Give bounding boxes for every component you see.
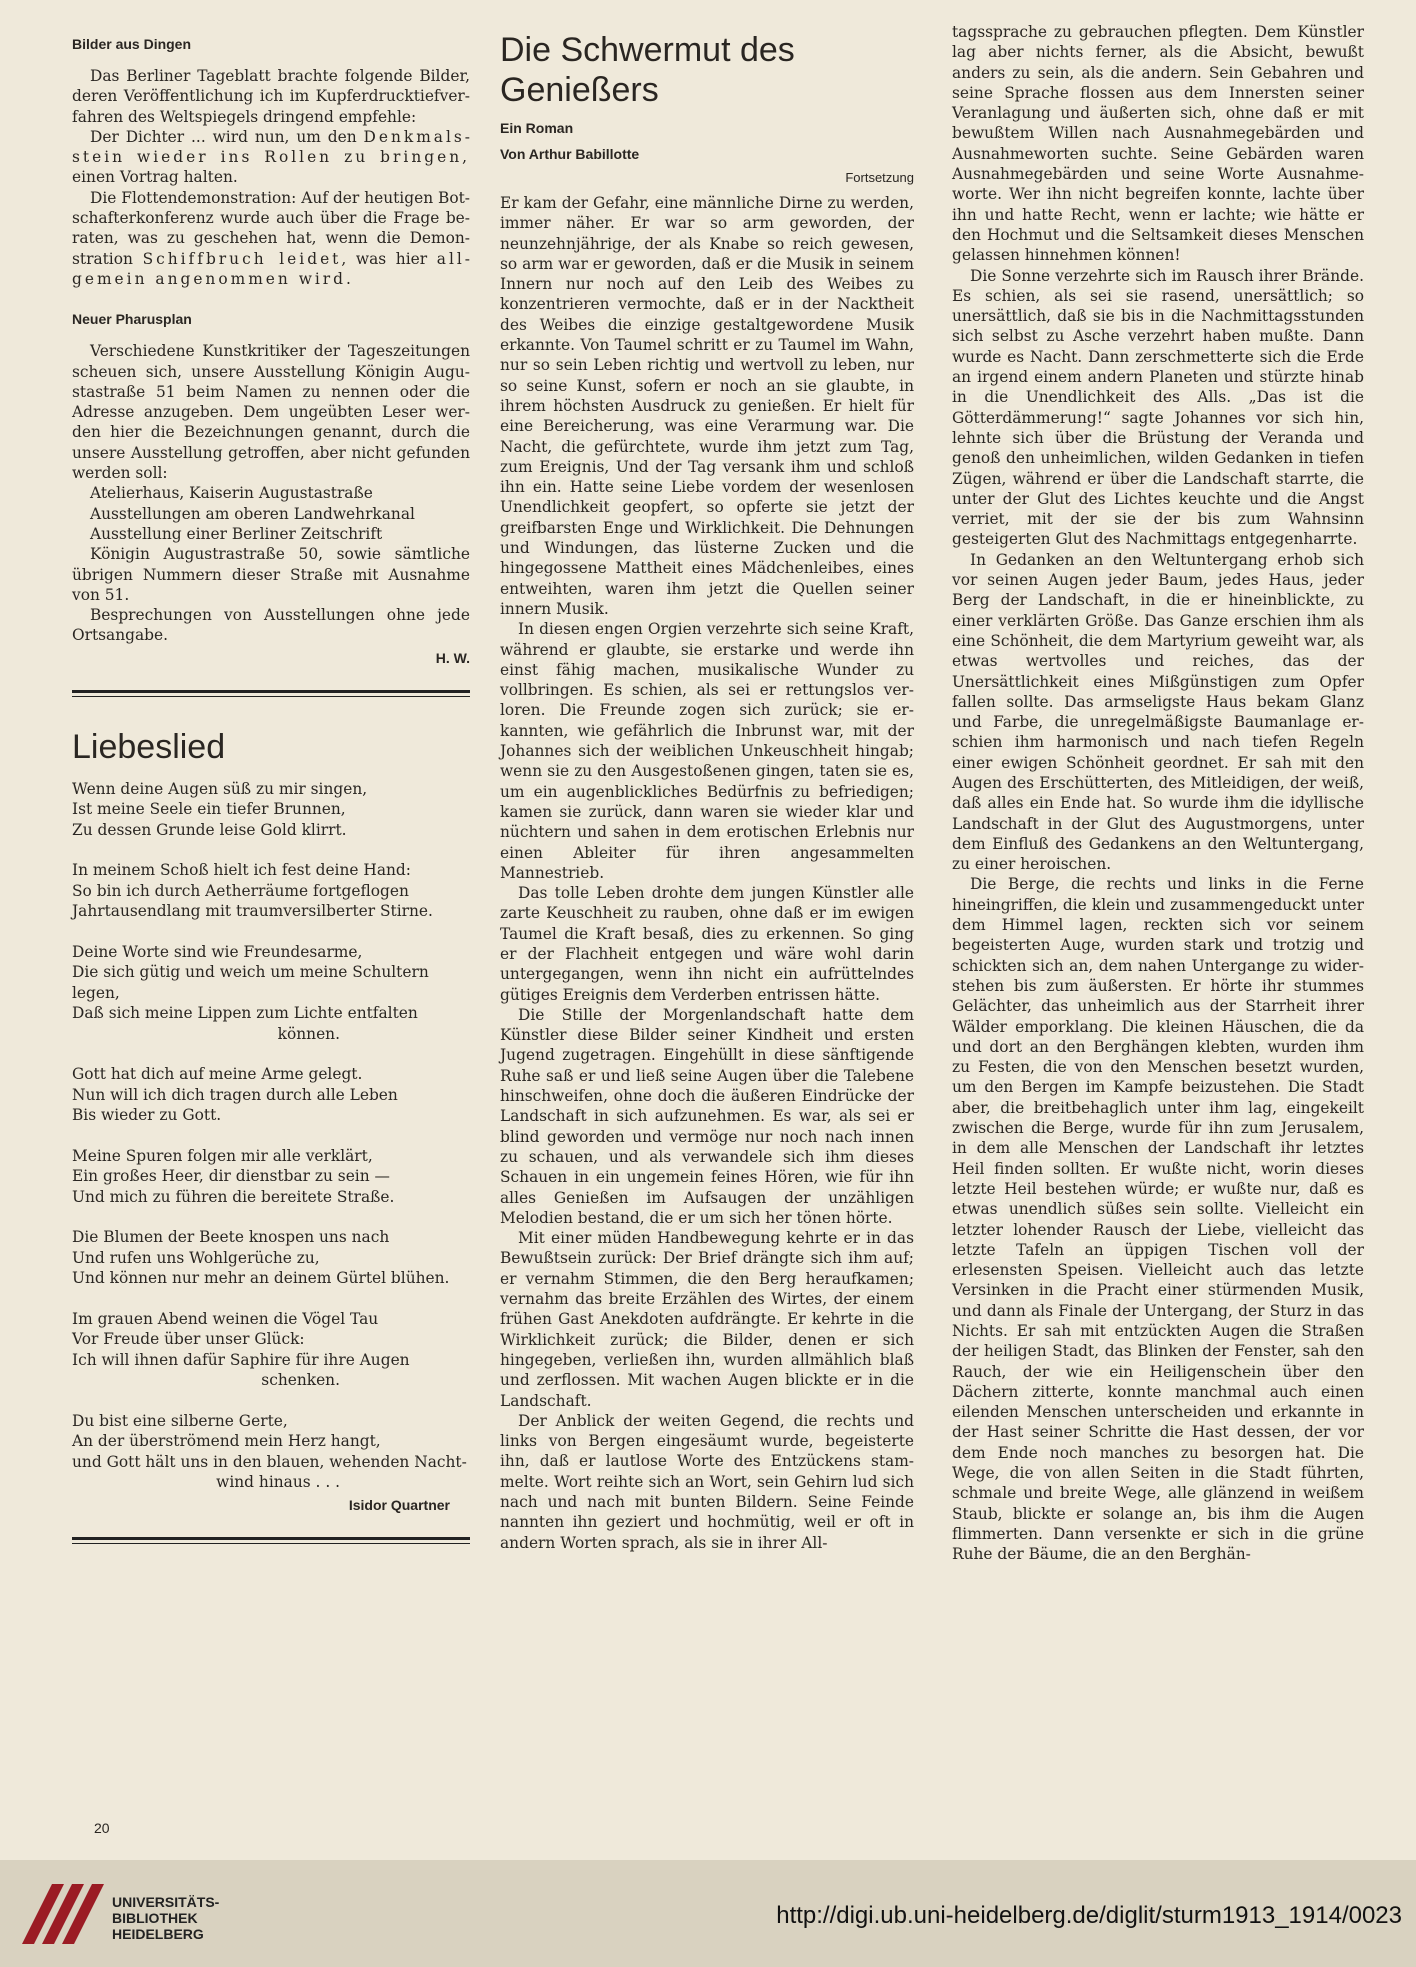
source-url-link[interactable]: http://digi.ub.uni-heidelberg.de/diglit/sturm1913_1914/0023 (776, 1902, 1402, 1929)
poem-stanza-8: Du bist eine silberne Gerte, An der überströmend mein Herz hangt, und Gott hält uns in den blauen, wehenden Nacht- wind hinaus . . . (72, 1411, 467, 1492)
footer-bar (0, 1860, 1416, 1967)
novel-paragraph: tagssprache zu gebrauchen pflegten. Dem Künstler lag aber nichts ferner, als die Absicht, bewußt anders zu sein, als die andern. Sein Gebahren und seine Sprache flossen aus dem Innersten seiner Veranlagung und äußerten sich, ohne daß er mit bewußtem Willen nach Ausnahmegebärden und Ausnahmeworten suchte. Seine Gebärden waren Ausnahmegebärden und seine Worte Ausnahmeworte. Wer ihn nicht begreifen konnte, lachte über ihn und hatte Recht, wenn er lachte; wie hätte er den Hochmut und die Seltsamkeit dieses Menschen gelassen hinnehmen können! (952, 23, 1364, 265)
bilder-paragraph-1: Das Berliner Tageblatt brachte folgende Bilder, deren Veröffentlichung ich im Kupferdrucktiefverfahren des Weltspiegels dringend empfehle: (72, 67, 470, 126)
page-number: 20 (94, 1820, 110, 1836)
library-name: UNIVERSITÄTS- BIBLIOTHEK HEIDELBERG (112, 1894, 220, 1942)
novel-subtitle: Ein Roman (500, 120, 574, 136)
left-column (72, 30, 470, 1574)
novel-paragraph: Die Berge, die rechts und links in die Ferne hineingriffen, die klein und zusammengeduckt unter dem Himmel lagen, reckten sich vor seinem begeisterten Auge, wurden stark und trotzig und schickten sich an, dem nahen Untergange zu widerstehen bis zum äußersten. Er hörte ihr stummes Gelächter, das unheimlich aus der Starrheit ihrer Wälder emporklang. Die kleinen Häuschen, die da und dort an den Berghängen klebten, wurden ihm zu Festen, die von den Menschen besetzt wurden, um den Bergen im Kampfe beizustehen. Die Stadt aber, die breitbehaglich unter ihm lag, eingekeilt zwischen die Berge, wurde für ihn zum Jerusalem, in dem alle Menschen der Landschaft ihr letztes Heil finden sollten. Er wußte nicht, worin dieses letzte Heil bestehen würde; er wußte nur, daß es etwas unendlich süßes sein sollte. Vielleicht ein letzter lohender Rausch der Liebe, vielleicht das letzte Tafeln an üppigen Tischen voll der erlesensten Speisen. Vielleicht auch das letzte Versinken in die Pracht einer stürmenden Musik, und dann als Finale der Untergang, der Sturz in das Nichts. Er sah mit entzückten Augen die Straßen der heiligen Stadt, das Blinken der Fenster, sah den Rauch, der wie ein Heiligenschein über den Dächern zitterte, konnte manchmal auch einen eilenden Menschen unterscheiden und erkannte in der Hast seiner Schritte die Hast dessen, der vor dem Ende noch manches zu besorgen hat. Die Wege, die von allen Seiten in die Stadt führten, schmale und breite Wege, alle glänzend in weißem Staub, blickte er solange an, bis ihm die Augen flimmerten. Dann versenkte er sich in die grüne Ruhe der Bäume, die an den Berghän- (952, 875, 1364, 1564)
middle-column (500, 30, 914, 1553)
continued-label: Fortsetzung (845, 170, 914, 185)
section-heading-pharus: Neuer Pharusplan (72, 311, 192, 328)
divider-rule (72, 690, 470, 697)
bilder-paragraph-2: Der Dichter ... wird nun, um den Denkmalsstein wieder ins Rollen zu bringen, einen Vortrag halten. (72, 127, 470, 187)
novel-paragraph: Der Anblick der weiten Gegend, die rechts und links von Bergen eingesäumt wurde, begeisterte ihn, daß er lautlose Worte des Entzückens stammelte. Wort reihte sich an Wort, sein Gehirn lud sich nach und nach mit bunten Bildern. Seine Feinde nannten ihn geziert und hochmütig, weil er oft in andern Worten sprach, als sie in ihrer All- (500, 1411, 914, 1552)
pharus-paragraph-3: Besprechungen von Ausstellungen ohne jede Ortsangabe. (72, 606, 470, 645)
bilder-paragraph-3: Die Flottendemonstration: Auf der heutigen Botschafterkonferenz wurde auch über die Frage beraten, was zu geschehen hat, wenn die Demonstration Schiffbruch leidet, was hier allgemein angenommen wird. (72, 188, 470, 288)
novel-paragraph: In diesen engen Orgien verzehrte sich seine Kraft, während er glaubte, sie erstarke und werde ihn einst fähig machen, musikalische Wunder zu vollbringen. Es schien, als sei er rettungslos verloren. Die Freunde zogen sich zurück; sie erkannten, wie gefährlich die Inbrunst war, mit der Johannes sich der weiblichen Unkeuschheit hingab; wenn sie zu den Ausgestoßenen gingen, taten sie es, um ein augenblickliches Bedürfnis zu befriedigen; kamen sie zurück, dann waren sie wieder klar und nüchtern und sahen in dem erotischen Erlebnis nur einen Ableiter für ihren angesammelten Mannestrieb. (500, 620, 914, 882)
poem-stanza-7: Im grauen Abend weinen die Vögel Tau Vor Freude über unser Glück: Ich will ihnen dafür Saphire für ihre Augen schenken. (72, 1309, 410, 1390)
poem-title: Liebeslied (72, 727, 226, 766)
university-logo-icon (12, 1874, 108, 1954)
list-item: Ausstellung einer Berliner Zeitschrift (90, 524, 383, 543)
list-item: Ausstellungen am oberen Landwehrkanal (90, 504, 415, 523)
poem-stanza-3: Deine Worte sind wie Freundesarme, Die sich gütig und weich um meine Schultern legen, Daß sich meine Lippen zum Lichte entfalten können. (72, 942, 429, 1043)
novel-paragraph: Die Sonne verzehrte sich im Rausch ihrer Brände. Es schien, als sei sie rasend, unersättlich; so unersättlich, daß sie bis in die Nachmittagsstunden sich selbst zu Asche verzehrt haben mußte. Dann wurde es Nacht. Dann zerschmetterte sich die Erde an irgend einem andern Planeten und stürzte hinab in die Unendlichkeit des Alls. „Das ist die Götterdämmerung!“ sagte Johannes vor sich hin, lehnte sich über die Brüstung der Veranda und genoß den unheimlichen, wilden Gedanken in tiefen Zügen, während er über die Landschaft starrte, die unter der Glut des Lichtes keuchte und die Angst verriet, mit der sie der bis zum Wahnsinn gesteigerten Glut des Nachmittags entgegenharrte. (952, 266, 1364, 549)
novel-paragraph: Die Stille der Morgenlandschaft hatte dem Künstler diese Bilder seiner Kindheit und ersten Jugend zugetragen. Eingehüllt in diese sänftigende Ruhe saß er und ließ seine Augen über die Talebene hinschweifen, ohne doch die äußeren Eindrücke der Landschaft in sich aufzunehmen. Es war, als sei er blind geworden und vermöge nur noch nach innen zu schauen, und als verwandele sich ihm dieses Schauen in ein ungemein feines Hören, wie für ihn alles Genießen im Aufsaugen der unzähligen Melodien bestand, die er um sich her tönen hörte. (500, 1005, 914, 1227)
list-item: Atelierhaus, Kaiserin Augustastraße (90, 484, 373, 503)
poem-author: Isidor Quartner (348, 1496, 450, 1513)
poem-stanza-5: Meine Spuren folgen mir alle verklärt, Ein großes Heer, dir dienstbar zu sein — Und mich zu führen die bereitete Straße. (72, 1146, 395, 1206)
pharus-list (72, 483, 470, 544)
section-heading-bilder: Bilder aus Dingen (72, 36, 192, 52)
novel-title: Die Schwermut des Genießers (500, 31, 795, 109)
novel-paragraph: Das tolle Leben drohte dem jungen Künstler alle zarte Keuschheit zu rauben, ohne daß er im ewigen Taumel die Kraft besaß, dies zu erkennen. So ging er der Flachheit entgegen und wäre wohl darin untergegangen, wenn ihn nicht ein aufrüttelndes gütiges Ereignis dem Verderben entrissen hätte. (500, 884, 914, 1004)
signature: H. W. (435, 649, 470, 666)
pharus-paragraph-1: Verschiedene Kunstkritiker der Tageszeitungen scheuen sich, unsere Ausstellung Königin Augustastraße 51 beim Namen zu nennen oder die Adresse anzugeben. Dem ungeübten Leser werden hier die Bezeichnungen genannt, durch die unsere Ausstellung getroffen, aber nicht gefunden werden soll: (72, 342, 470, 483)
right-column (952, 22, 1364, 1565)
pharus-paragraph-2: Königin Augustrastraße 50, sowie sämtliche übrigen Nummern dieser Straße mit Ausnahme von 51. (72, 545, 470, 604)
poem-stanza-2: In meinem Schoß hielt ich fest deine Hand: So bin ich durch Aetherräume fortgeflogen Jahrtausendlang mit traumversilberter Stirne. (72, 861, 433, 921)
novel-paragraph: In Gedanken an den Weltuntergang erhob sich vor seinen Augen jeder Baum, jedes Haus, jeder Berg der Landschaft, in die er hineinblickte, zu einer verklärten Größe. Das Ganze erschien ihm als eine Schönheit, die dem Martyrium geweiht war, als etwas wertvolles und reiches, das der Unersättlichkeit eines Mißgünstigen zum Opfer fallen sollte. Das armseligste Haus bekam Glanz und Farbe, die unregelmäßigste Baumanlage erschien ihm harmonisch und nach tiefen Regeln einer ewigen Schönheit geordnet. Er sah mit den Augen des Erschütterten, des Mitleidigen, der weiß, daß alles ein Ende hat. So wurde ihm die idyllische Landschaft in der Glut des Augustmorgens, unter dem Einfluß des Gedankens an den Weltuntergang, zu einer heroischen. (952, 550, 1364, 874)
poem-stanza-4: Gott hat dich auf meine Arme gelegt. Nun will ich dich tragen durch alle Leben Bis wieder zu Gott. (72, 1065, 398, 1125)
novel-author: Von Arthur Babillotte (500, 146, 640, 162)
divider-rule-bottom (72, 1537, 470, 1544)
novel-paragraph: Mit einer müden Handbewegung kehrte er in das Bewußtsein zurück: Der Brief drängte sich ihm auf; er vernahm Stimmen, die den Berg heraufkamen; vernahm das breite Erzählen des Wirtes, der einem frühen Gast Anekdoten aufdrängte. Er kehrte in die Wirklichkeit zurück; die Bilder, denen er sich hingegeben, verließen ihn, wurden allmählich blaß und zerflossen. Mit wachen Augen blickte er in die Landschaft. (500, 1229, 914, 1410)
poem-stanza-1: Wenn deine Augen süß zu mir singen, Ist meine Seele ein tiefer Brunnen, Zu dessen Grunde leise Gold klirrt. (72, 779, 368, 839)
poem-stanza-6: Die Blumen der Beete knospen uns nach Und rufen uns Wohlgerüche zu, Und können nur mehr an deinem Gürtel blühen. (72, 1228, 450, 1288)
novel-paragraph: Er kam der Gefahr, eine männliche Dirne zu werden, immer näher. Er war so arm geworden, der neunzehnjährige, der als Knabe so reich gewesen, so arm war er geworden, daß er die Musik in seinem Innern nur noch auf den Leib des Weibes zu konzentrieren vermochte, daß er in der Nacktheit des Weibes die einzige gestaltgewordene Musik erkannte. Von Taumel schritt er zu Taumel im Wahn, nur so sein Leben richtig und wertvoll zu leben, nur so seine Kunst, sofern er noch an sie glaubte, in ihrem höchsten Ausdruck zu genießen. Er hielt für eine Bereicherung, was eine Verarmung war. Die Nacht, die gefürchtete, wurde ihm jetzt zum Tag, zum Ereignis, Und der Tag versank ihm und schloß ihn ein. Hatte seine Liebe vordem der wesenlosen Unendlichkeit geopfert, so opferte sie jetzt der greifbarsten Enge und Wirklichkeit. Die Dehnungen und Windungen, das lüsterne Zucken und die hingegossene Mattheit eines Mädchenleibes, eines entweihten, waren ihm jetzt die Quellen seiner innern Musik. (500, 194, 914, 618)
